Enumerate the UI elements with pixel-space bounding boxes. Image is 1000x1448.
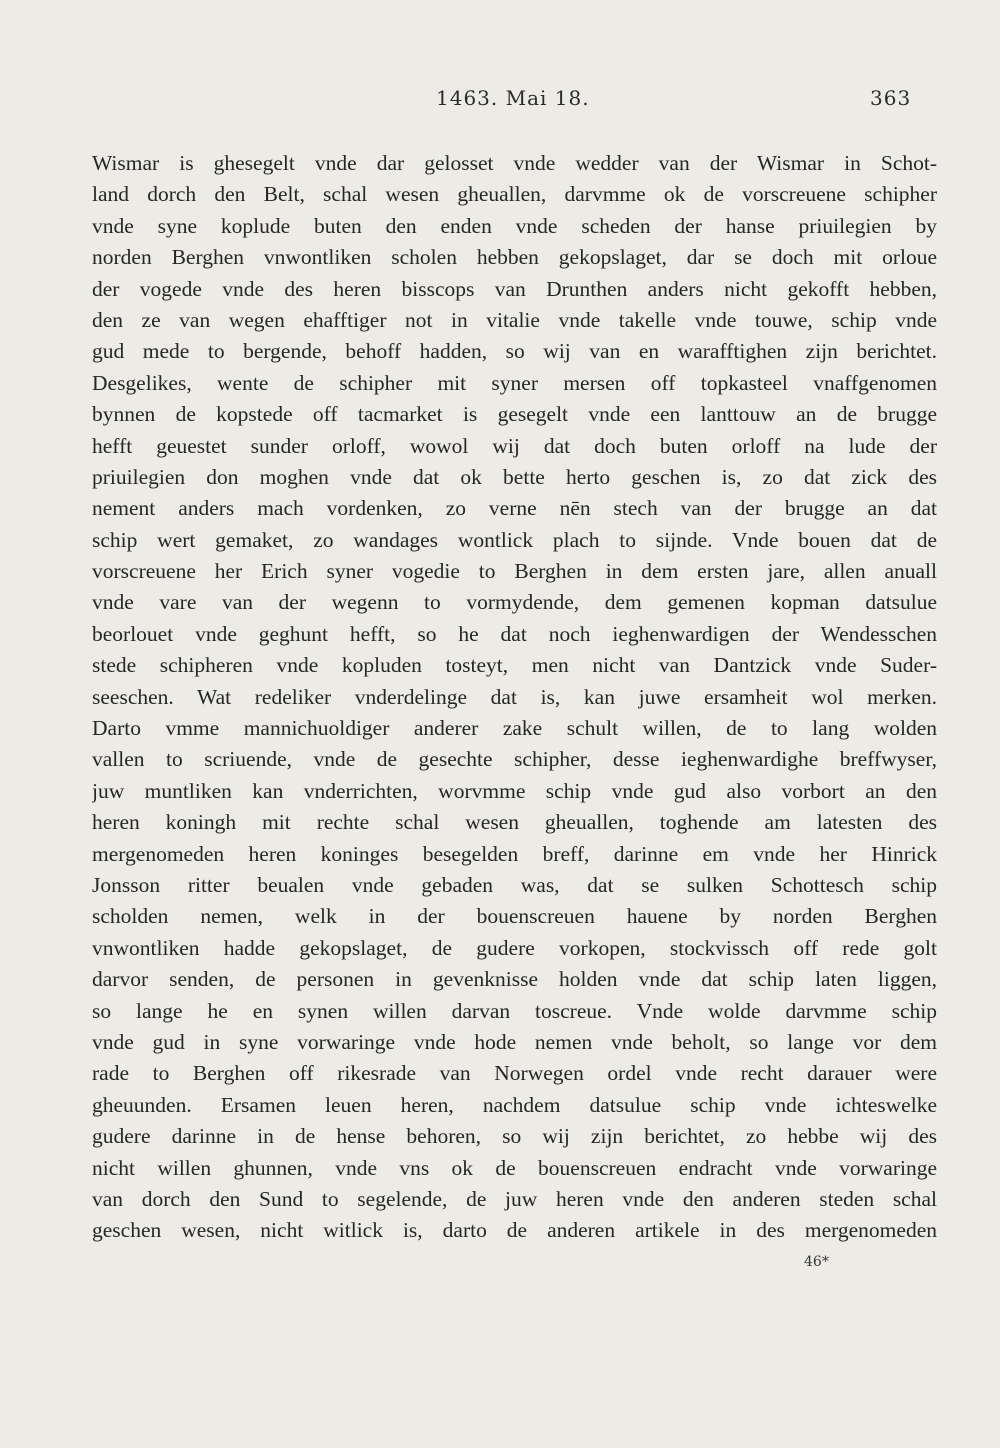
- text-line: vallen to scriuende, vnde de gesechte schipher, desse ieghenwardighe breffwyser,: [92, 747, 937, 772]
- text-line: vnde vare van der wegenn to vormydende, dem gemenen kopman datsulue: [92, 590, 937, 615]
- text-line: vnde syne koplude buten den enden vnde scheden der hanse priuilegien by: [92, 213, 937, 238]
- text-line: heren koningh mit rechte schal wesen gheuallen, toghende am latesten des: [92, 810, 937, 835]
- body-text: [92, 148, 937, 1247]
- text-line: priuilegien don moghen vnde dat ok bette herto geschen is, zo dat zick des: [92, 464, 937, 489]
- text-line: van dorch den Sund to segelende, de juw heren vnde den anderen steden schal: [92, 1186, 937, 1211]
- text-line: juw muntliken kan vnderrichten, worvmme schip vnde gud also vorbort an den: [92, 778, 937, 803]
- text-line: Jonsson ritter beualen vnde gebaden was, dat se sulken Schottesch schip: [92, 872, 937, 897]
- text-line: seeschen. Wat redeliker vnderdelinge dat is, kan juwe ersamheit wol merken.: [92, 684, 937, 709]
- text-line: nement anders mach vordenken, zo verne nēn stech van der brugge an dat: [92, 496, 937, 521]
- text-line: so lange he en synen willen darvan toscreue. Vnde wolde darvmme schip: [92, 998, 937, 1023]
- text-line: mergenomeden heren koninges besegelden breff, darinne em vnde her Hinrick: [92, 841, 937, 866]
- text-line: rade to Berghen off rikesrade van Norwegen ordel vnde recht darauer were: [92, 1061, 937, 1086]
- text-line: gud mede to bergende, behoff hadden, so wij van en warafftighen zijn berichtet.: [92, 339, 937, 364]
- text-line: land dorch den Belt, schal wesen gheuallen, darvmme ok de vorscreuene schipher: [92, 182, 937, 207]
- text-line: Wismar is ghesegelt vnde dar gelosset vnde wedder van der Wismar in Schot-: [92, 151, 937, 175]
- text-line: vorscreuene her Erich syner vogedie to Berghen in dem ersten jare, allen anuall: [92, 559, 937, 584]
- text-line: scholden nemen, welk in der bouenscreuen hauene by norden Berghen: [92, 904, 937, 929]
- text-line: schip wert gemaket, zo wandages wontlick plach to sijnde. Vnde bouen dat de: [92, 527, 937, 552]
- text-line: bynnen de kopstede off tacmarket is gesegelt vnde een lanttouw an de brugge: [92, 402, 937, 427]
- text-line: norden Berghen vnwontliken scholen hebben gekopslaget, dar se doch mit orloue: [92, 245, 937, 270]
- header-date: 1463. Mai 18.: [436, 86, 590, 110]
- text-line: beorlouet vnde geghunt hefft, so he dat noch ieghenwardigen der Wendesschen: [92, 621, 937, 646]
- text-line: vnde gud in syne vorwaringe vnde hode nemen vnde beholt, so lange vor dem: [92, 1029, 937, 1054]
- text-line: vnwontliken hadde gekopslaget, de gudere vorkopen, stockvissch off rede golt: [92, 935, 937, 960]
- text-line: geschen wesen, nicht witlick is, darto de anderen artikele in des mergenomeden: [92, 1218, 937, 1243]
- text-line: den ze van wegen ehafftiger not in vitalie vnde takelle vnde touwe, schip vnde: [92, 307, 937, 332]
- text-line: Darto vmme mannichuoldiger anderer zake schult willen, de to lang wolden: [92, 716, 937, 741]
- page-number: 363: [870, 86, 912, 110]
- text-line: nicht willen ghunnen, vnde vns ok de bouenscreuen endracht vnde vorwaringe: [92, 1155, 937, 1180]
- text-line: gheuunden. Ersamen leuen heren, nachdem datsulue schip vnde ichteswelke: [92, 1092, 937, 1117]
- text-line: Desgelikes, wente de schipher mit syner mersen off topkasteel vnaffgenomen: [92, 370, 937, 395]
- text-line: hefft geuestet sunder orloff, wowol wij dat doch buten orloff na lude der: [92, 433, 937, 458]
- text-line: darvor senden, de personen in gevenknisse holden vnde dat schip laten liggen,: [92, 967, 937, 992]
- text-line: gudere darinne in de hense behoren, so wij zijn berichtet, zo hebbe wij des: [92, 1124, 937, 1149]
- signature-mark: 46*: [804, 1254, 829, 1270]
- text-line: der vogede vnde des heren bisscops van Drunthen anders nicht gekofft hebben,: [92, 276, 937, 301]
- text-line: stede schipheren vnde kopluden tosteyt, men nicht van Dantzick vnde Suder-: [92, 653, 937, 678]
